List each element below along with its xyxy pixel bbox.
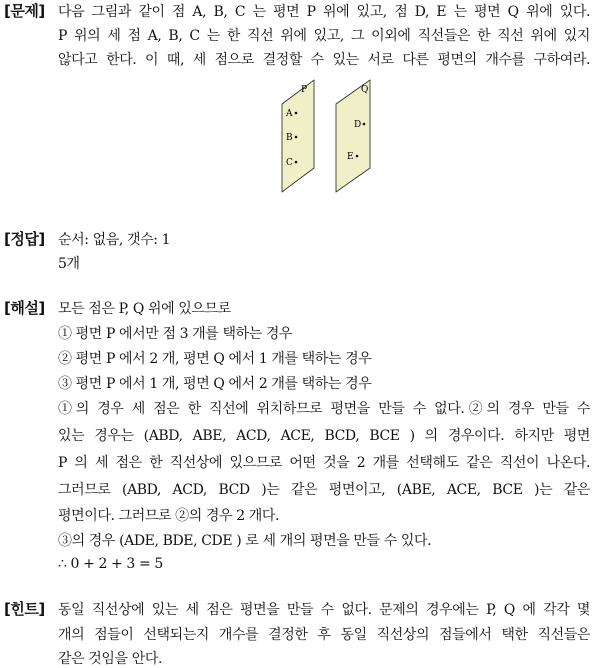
explanation-line-8: 그러므로 (ABD, ACD, BCD )는 같은 평면이고, (ABE, ACE, BCE )는 같은: [58, 482, 590, 498]
hint-line-2: 개의 점들이 선택되는지 개수를 결정한 후 동일 직선상의 점들에서 택한 직선들은: [58, 627, 590, 643]
point-e-label: E: [347, 152, 354, 162]
point-d-label: D: [354, 120, 362, 130]
hint-line-1: 동일 직선상에 있는 세 점은 평면을 만들 수 없다. 문제의 경우에는 P, Q 에 각각 몇: [58, 602, 590, 618]
explanation-line-9: 평면이다. 그러므로 ②의 경우 2 개다.: [58, 508, 280, 524]
plane-p-label: P: [301, 85, 308, 95]
explanation-line-5: ①의 경우 세 점은 한 직선에 위치하므로 평면을 만들 수 없다.②의 경우 만들 수: [58, 401, 590, 417]
problem-line-1: 다음 그림과 같이 점 A, B, C 는 평면 P 위에 있고, 점 D, E 는 평면 Q 위에 있다.: [58, 4, 590, 20]
point-d-dot: [363, 123, 366, 126]
answer-label: [정답]: [4, 230, 45, 248]
problem-label: [문제]: [4, 2, 45, 20]
explanation-line-3: ② 평면 P 에서 2 개, 평면 Q 에서 1 개를 택하는 경우: [58, 351, 372, 367]
explanation-line-2: ① 평면 P 에서만 점 3 개를 택하는 경우: [58, 326, 293, 342]
explanation-line-1: 모든 점은 P, Q 위에 있으므로: [58, 301, 231, 317]
point-b-label: B: [286, 133, 293, 143]
plane-q-shape: [336, 80, 370, 192]
planes-figure: [270, 76, 390, 196]
problem-line-3: 않다고 한다. 이 때, 세 점으로 결정할 수 있는 서로 다른 평면의 개수를 구하여라.: [58, 52, 590, 68]
explanation-line-10: ③의 경우 (ADE, BDE, CDE ) 로 세 개의 평면을 만들 수 있다.: [58, 533, 432, 549]
explanation-label: [해설]: [4, 299, 45, 317]
answer-line-2: 5개: [58, 256, 80, 272]
point-b-dot: [295, 136, 298, 139]
explanation-line-11: ∴ 0 + 2 + 3 = 5: [58, 556, 163, 572]
point-a-dot: [295, 112, 298, 115]
hint-line-3: 같은 것임을 안다.: [58, 651, 163, 667]
hint-label: [힌트]: [4, 600, 45, 618]
problem-line-2: P 위의 세 점 A, B, C 는 한 직선 위에 있고, 그 이외에 직선들은 한 직선 위에 있지: [58, 28, 590, 44]
point-c-dot: [295, 161, 298, 164]
plane-q-label: Q: [361, 85, 369, 95]
explanation-line-4: ③ 평면 P 에서 1 개, 평면 Q 에서 2 개를 택하는 경우: [58, 376, 372, 392]
point-a-label: A: [286, 109, 293, 119]
point-e-dot: [356, 155, 359, 158]
explanation-line-7: P 의 세 점은 한 직선상에 있으므로 어떤 것을 2 개를 선택해도 같은 직선이 나온다.: [58, 455, 590, 471]
explanation-line-6: 있는 경우는 (ABD, ABE, ACD, ACE, BCD, BCE ) 의 경우이다. 하지만 평면: [58, 428, 590, 444]
point-c-label: C: [286, 158, 293, 168]
answer-line-1: 순서: 없음, 갯수: 1: [58, 232, 171, 248]
